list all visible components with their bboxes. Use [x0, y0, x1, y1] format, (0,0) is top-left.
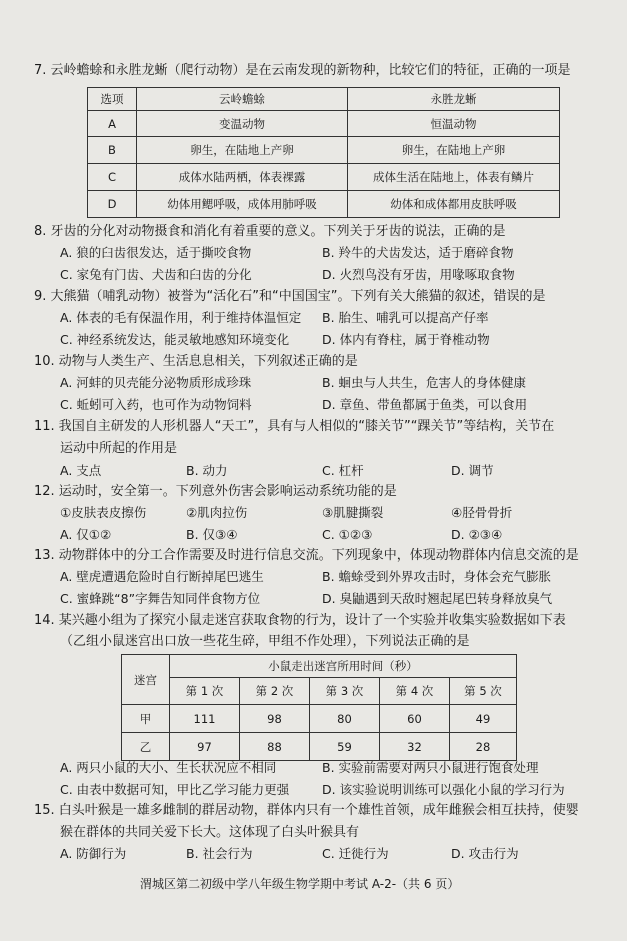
- q14-row-jia-value: 98: [240, 705, 310, 733]
- question-10-stem: 10. 动物与人类生产、生活息息相关，下列叙述正确的是: [34, 354, 358, 369]
- question-7-stem: 7. 云岭蟾蜍和永胜龙蜥（爬行动物）是在云南发现的新物种，比较它们的特征，正确的一项是: [34, 63, 571, 78]
- q11-option-a: A. 支点: [60, 463, 102, 478]
- q10-option-c: C. 蚯蚓可入药，也可作为动物饲料: [60, 397, 252, 412]
- q7-row-d-lizard: 幼体和成体都用皮肤呼吸: [348, 191, 560, 218]
- q11-option-c: C. 杠杆: [322, 463, 364, 478]
- question-8-stem: 8. 牙齿的分化对动物摄食和消化有着重要的意义。下列关于牙齿的说法，正确的是: [34, 224, 506, 239]
- q14-option-d: D. 该实验说明训练可以强化小鼠的学习行为: [322, 782, 565, 797]
- q11-option-b: B. 动力: [186, 463, 228, 478]
- q14-trial-4: 第 4 次: [380, 678, 450, 705]
- q14-row-jia-value: 49: [450, 705, 517, 733]
- q14-trial-3: 第 3 次: [310, 678, 380, 705]
- q14-trial-1: 第 1 次: [170, 678, 240, 705]
- q14-row-yi-value: 88: [240, 733, 310, 761]
- q14-row-yi-value: 32: [380, 733, 450, 761]
- question-9-stem: 9. 大熊猫（哺乳动物）被誉为“活化石”和“中国国宝”。下列有关大熊猫的叙述，错误的是: [34, 289, 546, 304]
- question-15-stem-line1: 15. 白头叶猴是一雄多雌制的群居动物，群体内只有一个雄性首领，成年雌猴会相互扶持，使婴: [34, 803, 579, 818]
- q12-option-d: D. ②③④: [451, 527, 503, 542]
- question-11-stem-line1: 11. 我国自主研发的人形机器人“天工”，具有与人相似的“膝关节”“踝关节”等结构，关节在: [34, 419, 555, 434]
- q12-option-a: A. 仅①②: [60, 527, 112, 542]
- q14-row-yi-value: 97: [170, 733, 240, 761]
- q14-option-b: B. 实验前需要对两只小鼠进行饱食处理: [322, 760, 539, 775]
- q8-option-a: A. 狼的臼齿很发达，适于撕咬食物: [60, 245, 252, 260]
- q7-row-a-lizard: 恒温动物: [348, 111, 560, 137]
- q8-option-d: D. 火烈鸟没有牙齿，用喙啄取食物: [322, 267, 515, 282]
- q14-header-time: 小鼠走出迷宫所用时间（秒）: [170, 655, 517, 678]
- question-15-stem-line2: 猴在群体的共同关爱下长大。这体现了白头叶猴具有: [60, 825, 360, 840]
- q12-option-c: C. ①②③: [322, 527, 373, 542]
- question-7-table: [87, 87, 560, 218]
- q7-header-option: 选项: [88, 88, 137, 111]
- q12-item-3: ③肌腱撕裂: [322, 505, 384, 520]
- q13-option-a: A. 壁虎遭遇危险时自行断掉尾巴逃生: [60, 569, 264, 584]
- q14-header-maze: 迷宫: [122, 655, 170, 705]
- q9-option-c: C. 神经系统发达，能灵敏地感知环境变化: [60, 332, 290, 347]
- q12-option-b: B. 仅③④: [186, 527, 238, 542]
- q7-row-b-lizard: 卵生，在陆地上产卵: [348, 137, 560, 164]
- q12-item-4: ④胫骨骨折: [451, 505, 513, 520]
- q7-row-b-toad: 卵生，在陆地上产卵: [137, 137, 348, 164]
- question-14-stem-line1: 14. 某兴趣小组为了探究小鼠走迷宫获取食物的行为，设计了一个实验并收集实验数据如下表: [34, 613, 566, 628]
- question-13-stem: 13. 动物群体中的分工合作需要及时进行信息交流。下列现象中，体现动物群体内信息交流的是: [34, 548, 579, 563]
- q8-option-c: C. 家兔有门齿、犬齿和臼齿的分化: [60, 267, 252, 282]
- question-14-stem-line2: （乙组小鼠迷宫出口放一些花生碎，甲组不作处理），下列说法正确的是: [60, 634, 470, 649]
- q11-option-d: D. 调节: [451, 463, 494, 478]
- q10-option-d: D. 章鱼、带鱼都属于鱼类，可以食用: [322, 397, 528, 412]
- q12-item-2: ②肌肉拉伤: [186, 505, 248, 520]
- q14-row-yi-value: 59: [310, 733, 380, 761]
- q7-row-d-label: D: [88, 191, 137, 218]
- q10-option-b: B. 蛔虫与人共生，危害人的身体健康: [322, 375, 527, 390]
- q13-option-c: C. 蜜蜂跳“8”字舞告知同伴食物方位: [60, 591, 261, 606]
- q7-row-a-toad: 变温动物: [137, 111, 348, 137]
- q7-row-c-lizard: 成体生活在陆地上，体表有鳞片: [348, 164, 560, 191]
- q12-item-1: ①皮肤表皮擦伤: [60, 505, 147, 520]
- question-12-stem: 12. 运动时，安全第一。下列意外伤害会影响运动系统功能的是: [34, 484, 397, 499]
- q14-row-jia-label: 甲: [122, 705, 170, 733]
- q14-option-c: C. 由表中数据可知，甲比乙学习能力更强: [60, 782, 290, 797]
- q14-row-yi-label: 乙: [122, 733, 170, 761]
- q15-option-d: D. 攻击行为: [451, 846, 519, 861]
- q9-option-d: D. 体内有脊柱，属于脊椎动物: [322, 332, 490, 347]
- q15-option-b: B. 社会行为: [186, 846, 253, 861]
- q7-header-toad: 云岭蟾蜍: [137, 88, 348, 111]
- page-footer: 渭城区第二初级中学八年级生物学期中考试 A-2-（共 6 页）: [140, 877, 460, 891]
- q7-row-a-label: A: [88, 111, 137, 137]
- q14-row-yi-value: 28: [450, 733, 517, 761]
- question-11-stem-line2: 运动中所起的作用是: [60, 441, 178, 456]
- q13-option-b: B. 蟾蜍受到外界攻击时，身体会充气膨胀: [322, 569, 552, 584]
- q14-trial-5: 第 5 次: [450, 678, 517, 705]
- q7-header-lizard: 永胜龙蜥: [348, 88, 560, 111]
- q10-option-a: A. 河蚌的贝壳能分泌物质形成珍珠: [60, 375, 252, 390]
- q13-option-d: D. 臭鼬遇到天敌时翘起尾巴转身释放臭气: [322, 591, 553, 606]
- q14-row-jia-value: 111: [170, 705, 240, 733]
- q9-option-b: B. 胎生、哺乳可以提高产仔率: [322, 310, 489, 325]
- q15-option-c: C. 迁徙行为: [322, 846, 389, 861]
- q14-option-a: A. 两只小鼠的大小、生长状况应不相同: [60, 760, 277, 775]
- q15-option-a: A. 防御行为: [60, 846, 127, 861]
- q14-row-jia-value: 60: [380, 705, 450, 733]
- q14-row-jia-value: 80: [310, 705, 380, 733]
- q8-option-b: B. 羚牛的犬齿发达，适于磨碎食物: [322, 245, 514, 260]
- q9-option-a: A. 体表的毛有保温作用，利于维持体温恒定: [60, 310, 302, 325]
- q7-row-c-label: C: [88, 164, 137, 191]
- question-14-table: [121, 654, 517, 761]
- q7-row-b-label: B: [88, 137, 137, 164]
- q7-row-d-toad: 幼体用鳃呼吸，成体用肺呼吸: [137, 191, 348, 218]
- q7-row-c-toad: 成体水陆两栖，体表裸露: [137, 164, 348, 191]
- q14-trial-2: 第 2 次: [240, 678, 310, 705]
